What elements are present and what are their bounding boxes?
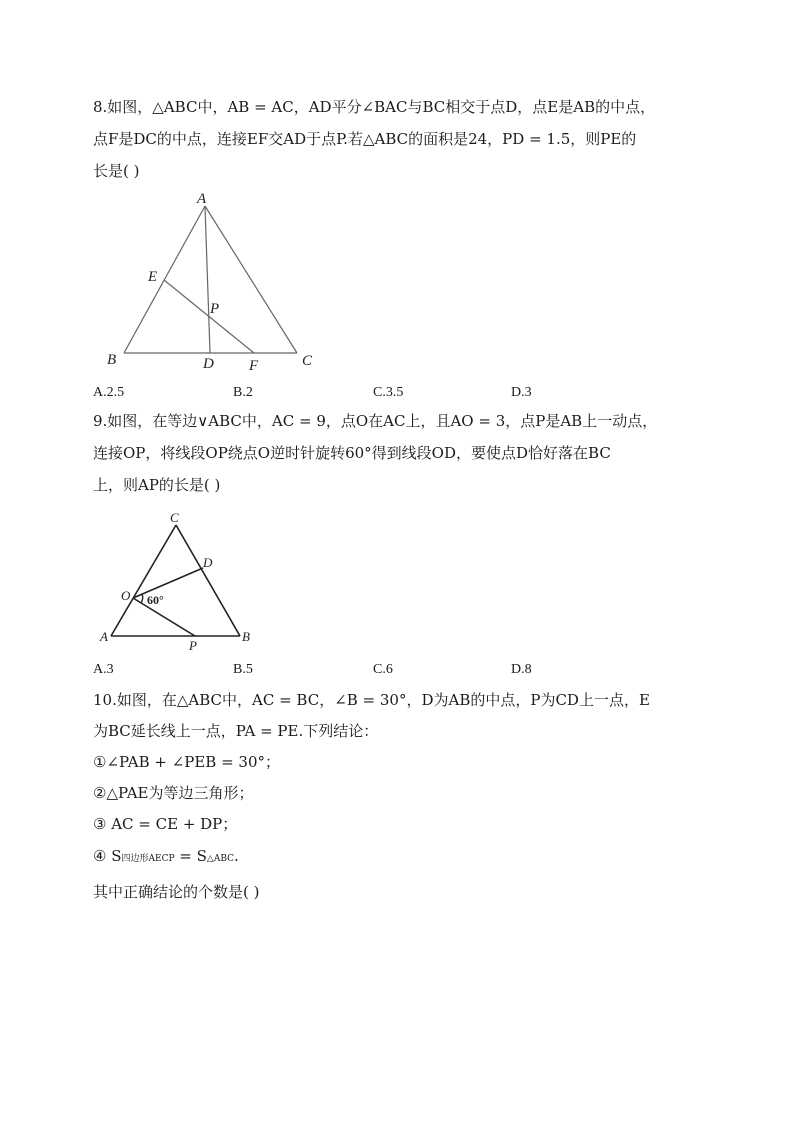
- q10-line-2: 为BC延长线上一点，PA = PE.下列结论：: [93, 722, 379, 740]
- q8-option-a: A.2.5: [93, 385, 125, 400]
- q10-c4-eq: = S: [174, 847, 207, 865]
- q8-label-d: D: [203, 356, 214, 372]
- q10-c4-main: ④ S: [93, 847, 122, 865]
- q9-label-a: A: [100, 629, 108, 644]
- q9-figure: [95, 508, 265, 653]
- q9-option-b: B.5: [233, 662, 253, 677]
- q8-option-d: D.3: [511, 385, 532, 400]
- q10-c4-sub-2: △ABC: [206, 854, 234, 864]
- q10-line-1: 10.如图，在△ABC中，AC = BC，∠B = 30°，D为AB的中点，P为CD上一点，E: [93, 691, 650, 709]
- q10-last-line: 其中正确结论的个数是( ): [93, 883, 260, 901]
- q8-label-b: B: [107, 352, 117, 368]
- q8-label-e: E: [148, 269, 158, 285]
- q9-label-p: P: [189, 638, 197, 653]
- q10-c4-end: .: [234, 847, 239, 865]
- q8-line-2: 点F是DC的中点，连接EF交AD于点P.若△ABC的面积是24，PD = 1.5，则PE的: [93, 130, 637, 148]
- q9-line-2: 连接OP，将线段OP绕点O逆时针旋转60°得到线段OD，要使点D恰好落在BC: [93, 444, 611, 462]
- q10-conclusion-3: ③ AC = CE + DP；: [93, 815, 238, 833]
- q8-label-c: C: [302, 353, 313, 369]
- q8-option-c: C.3.5: [373, 385, 404, 400]
- q9-label-b: B: [242, 629, 250, 644]
- q8-line-1: 8.如图，△ABC中，AB = AC，AD平分∠BAC与BC相交于点D，点E是AB的中点，: [93, 98, 656, 116]
- q9-option-d: D.8: [511, 662, 532, 677]
- q10-conclusion-2: ②△PAE为等边三角形；: [93, 784, 254, 802]
- q9-label-c: C: [170, 510, 179, 525]
- q10-conclusion-1: ①∠PAB + ∠PEB = 30°；: [93, 753, 281, 771]
- q9-label-d: D: [203, 555, 213, 570]
- q8-label-f: F: [249, 358, 259, 374]
- q9-option-a: A.3: [93, 662, 114, 677]
- q10-c4-sub-1: 四边形AECP: [121, 854, 175, 864]
- q9-angle-label: 60°: [147, 593, 164, 607]
- q8-figure: [100, 188, 330, 378]
- q10-conclusion-4: [93, 845, 239, 870]
- q8-line-3: 长是( ): [93, 162, 140, 180]
- q9-label-o: O: [121, 588, 131, 603]
- q9-line-3: 上，则AP的长是( ): [93, 476, 221, 494]
- q8-label-p: P: [210, 301, 220, 317]
- q9-line-1: 9.如图，在等边∨ABC中，AC = 9，点O在AC上，且AO = 3，点P是AB上一动点，: [93, 412, 658, 430]
- q8-option-b: B.2: [233, 385, 253, 400]
- q8-label-a: A: [197, 191, 207, 207]
- q9-option-c: C.6: [373, 662, 393, 677]
